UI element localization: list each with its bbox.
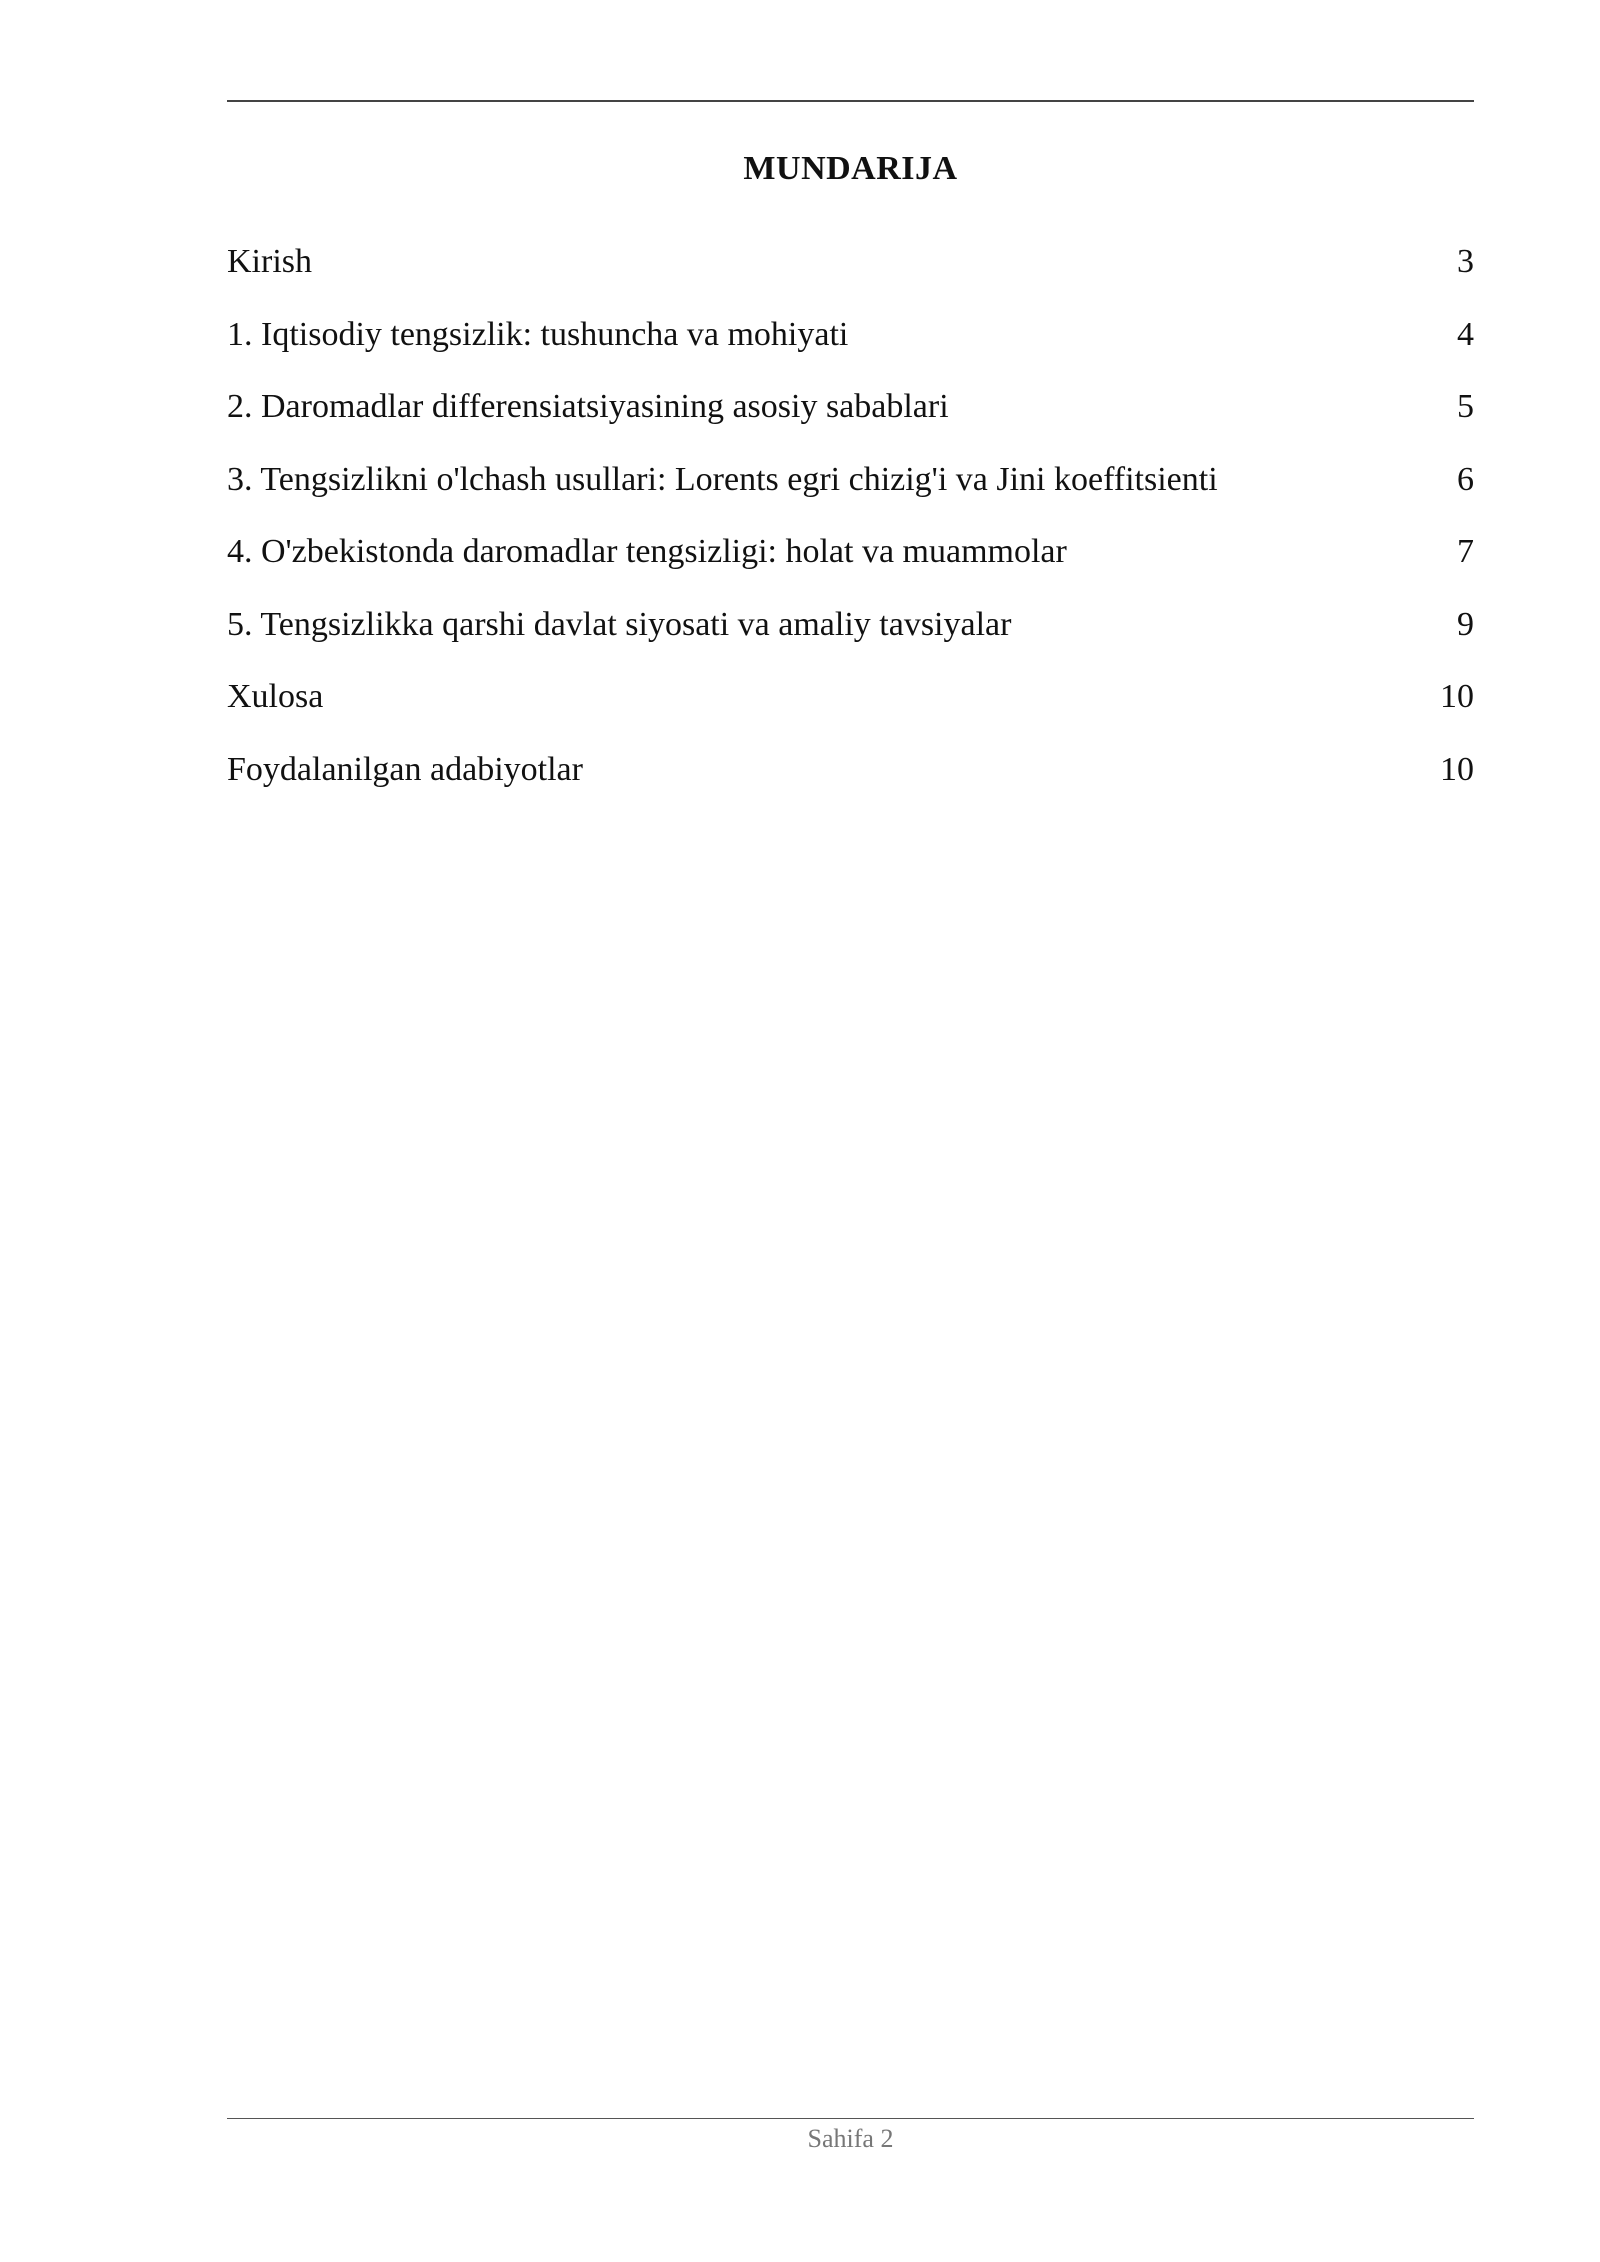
toc-item-title: 4. O'zbekistonda daromadlar tengsizligi: holat va muammolar: [227, 533, 1067, 570]
toc-item-section-2[interactable]: [227, 381, 1474, 454]
toc-item-title: 5. Tengsizlikka qarshi davlat siyosati va amaliy tavsiyalar: [227, 605, 1012, 643]
toc-item-references[interactable]: [227, 744, 1474, 817]
toc-item-title: 3. Tengsizlikni o'lchash usullari: Lorents egri chizig'i va Jini koeffitsienti: [227, 460, 1218, 498]
toc-item-section-1[interactable]: [227, 309, 1474, 382]
toc-item-page: 10: [1440, 678, 1474, 715]
toc-item-page: 10: [1440, 750, 1474, 788]
toc-item-section-3[interactable]: [227, 454, 1474, 527]
toc-item-section-4[interactable]: [227, 526, 1474, 599]
page-number-footer: Sahifa 2: [807, 2124, 894, 2153]
toc-item-kirish[interactable]: [227, 236, 1474, 309]
toc-item-title: Xulosa: [227, 678, 324, 715]
toc-item-xulosa[interactable]: [227, 671, 1474, 744]
toc-item-title: 2. Daromadlar differensiatsiyasining asosiy sabablari: [227, 388, 949, 425]
toc-item-title: Kirish: [227, 243, 312, 280]
toc-item-page: 6: [1457, 460, 1474, 498]
toc-item-page: 4: [1457, 315, 1474, 353]
footer-rule: [227, 2118, 1474, 2119]
header-rule: [227, 100, 1474, 102]
page-title: MUNDARIJA: [743, 150, 958, 187]
toc-item-page: 3: [1457, 243, 1474, 280]
toc-item-title: Foydalanilgan adabiyotlar: [227, 750, 583, 788]
toc-item-page: 9: [1457, 605, 1474, 643]
toc-item-page: 5: [1457, 388, 1474, 425]
toc-item-section-5[interactable]: [227, 599, 1474, 672]
toc-item-title: 1. Iqtisodiy tengsizlik: tushuncha va mohiyati: [227, 315, 849, 353]
toc-item-page: 7: [1457, 533, 1474, 570]
table-of-contents: [227, 236, 1474, 816]
